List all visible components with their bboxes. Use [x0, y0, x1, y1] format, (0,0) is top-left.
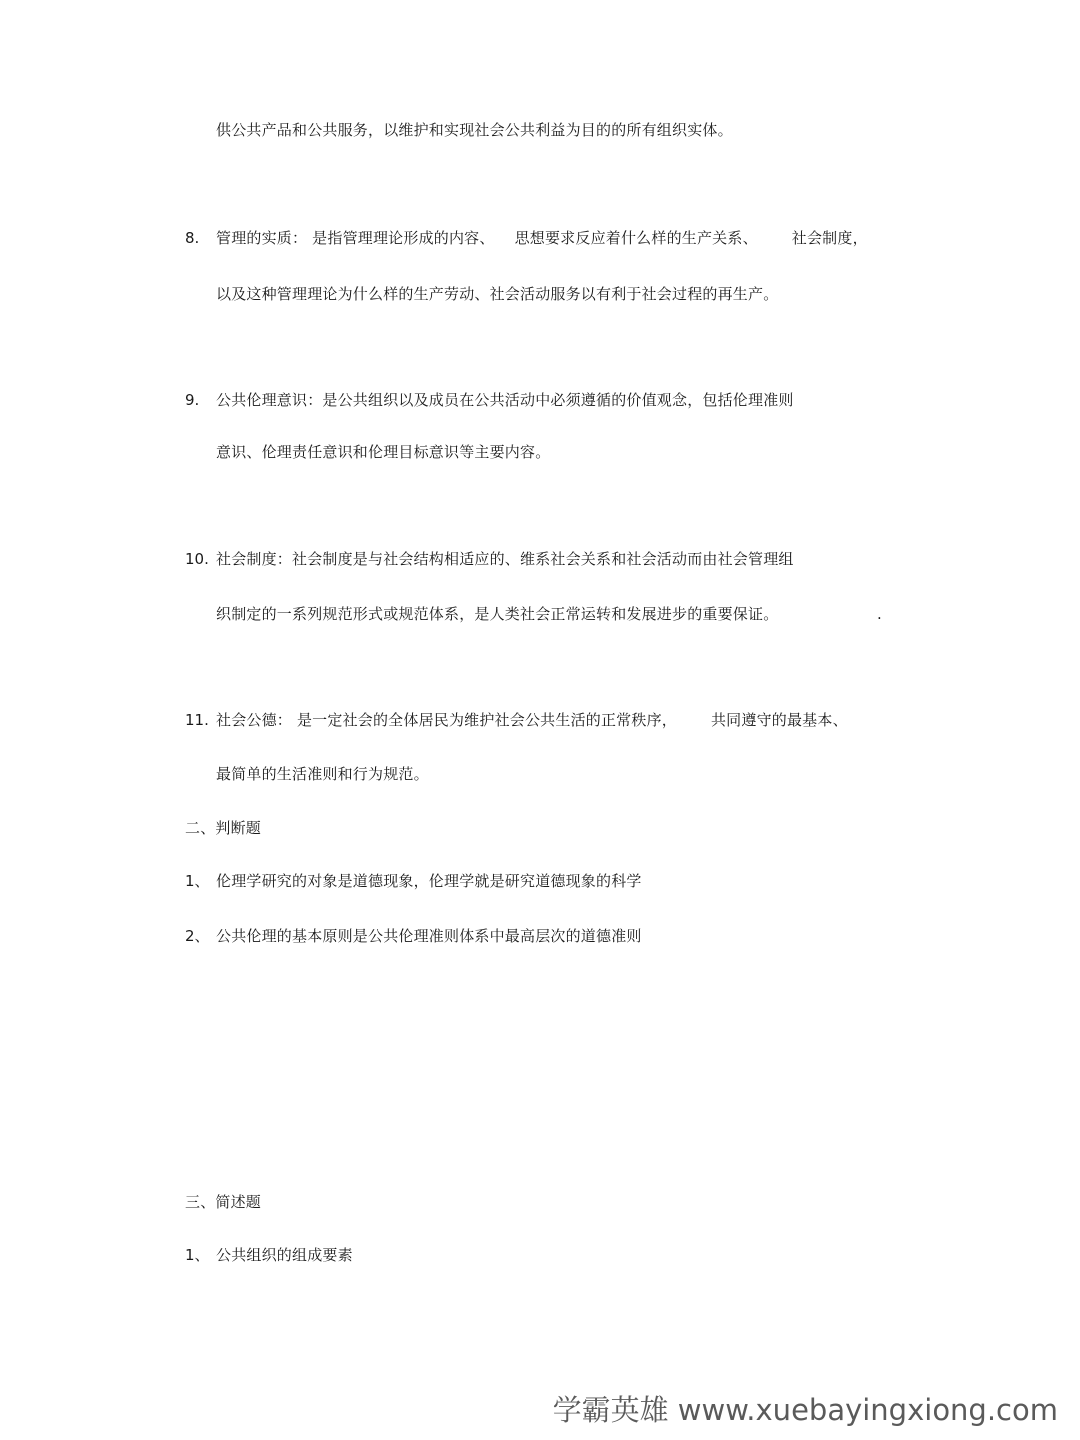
definition-11-line-2: 最简单的生活准则和行为规范。: [216, 765, 429, 783]
section-2-item-1-number: 1、: [185, 872, 210, 890]
definition-8-line-1-part-a: 管理的实质： 是指管理理论形成的内容、: [216, 229, 495, 247]
definition-11-line-1: [216, 710, 848, 730]
section-3-item-1-number: 1、: [185, 1246, 210, 1264]
definition-8-line-1-part-b: 思想要求反应着什么样的生产关系、: [514, 229, 758, 247]
definition-11-number: 11.: [185, 711, 209, 729]
definition-9-number: 9.: [185, 391, 200, 409]
section-2-item-2-number: 2、: [185, 927, 210, 945]
definition-8-line-1-part-c: 社会制度，: [791, 229, 868, 247]
definition-10-line-2: 织制定的一系列规范形式或规范体系，是人类社会正常运转和发展进步的重要保证。: [216, 605, 779, 623]
section-2-heading: 二、判断题: [185, 819, 262, 837]
definition-10-line-1: 社会制度：社会制度是与社会结构相适应的、维系社会关系和社会活动而由社会管理组: [216, 550, 794, 568]
definition-9-line-2: 意识、伦理责任意识和伦理目标意识等主要内容。: [216, 443, 551, 461]
definition-11-line-1-part-b: 共同遵守的最基本、: [710, 711, 848, 729]
section-3-heading: 三、简述题: [185, 1193, 262, 1211]
definition-8-line-1: [216, 228, 868, 248]
definition-8-line-2: 以及这种管理理论为什么样的生产劳动、社会活动服务以有利于社会过程的再生产。: [216, 285, 779, 303]
section-3-item-1-text: 公共组织的组成要素: [216, 1246, 353, 1264]
watermark-logo-text: 学霸英雄 www.xuebayingxiong.com: [552, 1393, 1058, 1427]
definition-11-line-1-part-a: 社会公德： 是一定社会的全体居民为维护社会公共生活的正常秩序，: [216, 711, 677, 729]
definition-10-trailing-dot: .: [877, 605, 882, 623]
definition-10-number: 10.: [185, 550, 209, 568]
section-2-item-1-text: 伦理学研究的对象是道德现象，伦理学就是研究道德现象的科学: [216, 872, 642, 890]
section-2-item-2-text: 公共伦理的基本原则是公共伦理准则体系中最高层次的道德准则: [216, 927, 642, 945]
definition-8-number: 8.: [185, 229, 200, 247]
definition-9-line-1: 公共伦理意识：是公共组织以及成员在公共活动中必须遵循的价值观念，包括伦理准则: [216, 391, 794, 409]
definition-7-continuation: 供公共产品和公共服务，以维护和实现社会公共利益为目的的所有组织实体。: [216, 121, 733, 139]
